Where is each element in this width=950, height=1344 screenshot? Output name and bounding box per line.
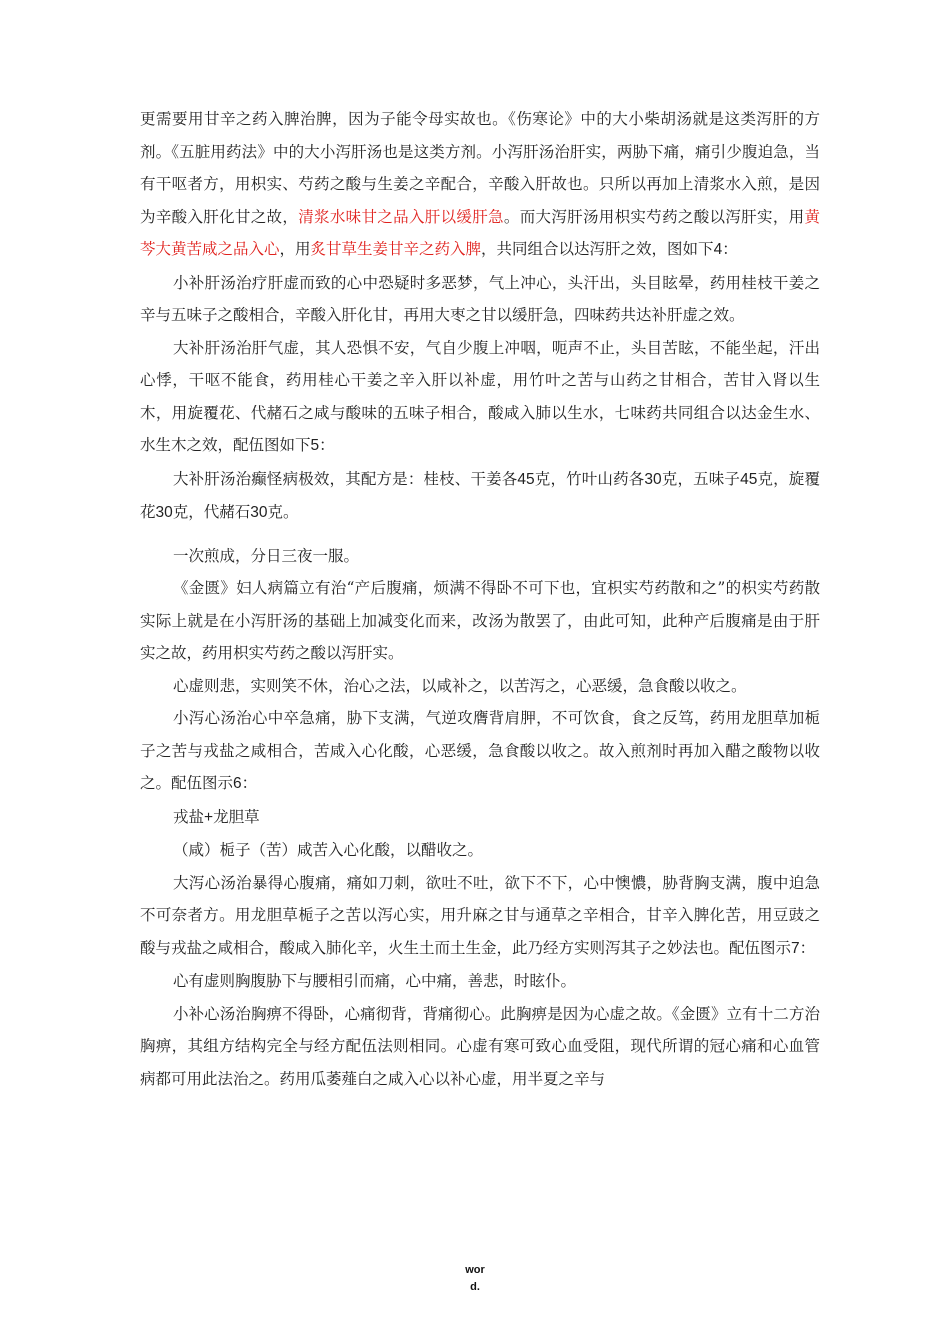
paragraph bbox=[140, 463, 820, 530]
text-run: 。而大泻肝汤用枳实芍药之酸以泻肝实，用 bbox=[503, 207, 805, 226]
text-run: 克，五味子 bbox=[661, 469, 741, 488]
text-run: ： bbox=[722, 240, 738, 258]
text-run: 大补肝汤治肝气虚，其人恐惧不安，气自少腹上冲咽，呃声不止，头目苦眩，不能坐起，汗出心悸，干呕不能食，药用桂心干姜之辛入肝以补虚，用竹叶之苦与山药之甘相合，苦甘入肾以生木，用旋覆花、代赭石之咸与酸味的五味子相合，酸咸入肺以生水，七味药共同组合以达金生水、水生木之效，配伍图如下 bbox=[140, 338, 820, 454]
number-text: 7 bbox=[791, 939, 800, 957]
text-run: ： bbox=[319, 436, 335, 454]
text-run: ，用 bbox=[279, 240, 311, 258]
text-run: （咸）栀子（苦）咸苦入心化酸，以醋收之。 bbox=[173, 841, 484, 859]
paragraph bbox=[140, 267, 820, 332]
paragraph bbox=[140, 103, 820, 267]
number-text: 4 bbox=[713, 241, 723, 258]
text-run: ： bbox=[241, 774, 258, 792]
highlighted-text: 清浆水味甘之品入肝以缓肝急 bbox=[298, 207, 504, 226]
paragraph bbox=[140, 670, 820, 703]
paragraph bbox=[140, 867, 820, 966]
number-text: 6 bbox=[233, 775, 242, 792]
page-footer bbox=[450, 1262, 500, 1296]
number-text: 30 bbox=[644, 470, 662, 488]
text-run: 心有虚则胸腹胁下与腰相引而痛，心中痛，善悲，时眩仆。 bbox=[173, 972, 577, 990]
text-run: 大补肝汤治癫怪病极效，其配方是：桂枝、干姜各 bbox=[173, 469, 518, 488]
paragraph bbox=[140, 834, 820, 867]
text-run: 更需要用甘辛之药入脾治脾，因为子能令母实故也。《伤寒论》中的大小柴胡汤就是这类泻肝的方剂。《五脏用药法》中的大小泻肝汤也是这类方剂。小泻肝汤治肝实，两胁下痛，痛引少腹迫急，当有干呕者方，用枳实、芍药之酸与生姜之辛配合，辛酸入肝故也。只所以再加上清浆水入煎，是因为辛酸入肝化甘之故， bbox=[140, 110, 820, 226]
text-run: 克，旋覆花 bbox=[140, 469, 820, 521]
paragraph bbox=[140, 965, 820, 998]
paragraph-spacer bbox=[140, 530, 820, 540]
text-run: 大泻心汤治暴得心腹痛，痛如刀刺，欲吐不吐，欲下不下，心中懊憹，胁背胸支满，腹中迫急不可奈者方。用龙胆草栀子之苦以泻心实，用升麻之甘与通草之辛相合，甘辛入脾化苦，用豆豉之酸与戎盐之咸相合，酸咸入肺化辛，火生土而土生金，此乃经方实则泻其子之妙法也。配伍图示 bbox=[140, 873, 820, 957]
number-text: + bbox=[204, 808, 214, 826]
text-run: ： bbox=[799, 938, 816, 957]
text-run: 克，代赭石 bbox=[172, 503, 251, 521]
paragraph bbox=[140, 332, 820, 463]
text-run: ，共同组合以达泻肝之效，图如下 bbox=[481, 240, 714, 258]
paragraph bbox=[140, 998, 820, 1096]
text-run: 克。 bbox=[267, 503, 299, 521]
highlighted-text: 炙甘草生姜甘辛之药入脾 bbox=[310, 240, 482, 258]
number-text: 30 bbox=[250, 504, 268, 521]
footer-line-1: wor bbox=[465, 1264, 485, 1276]
paragraph bbox=[140, 540, 820, 573]
text-run: 一次煎成，分日三夜一服。 bbox=[173, 546, 360, 565]
number-text: 30 bbox=[155, 504, 173, 521]
number-text: 5 bbox=[310, 437, 320, 454]
text-run: 小补心汤治胸痹不得卧，心痛彻背，背痛彻心。此胸痹是因为心虚之故。《金匮》立有十二方治胸痹，其组方结构完全与经方配伍法则相同。心虚有寒可致心血受阻，现代所谓的冠心痛和心血管病都可用此法治之。药用瓜萎薤白之咸入心以补心虚，用半夏之辛与 bbox=[140, 1004, 820, 1088]
text-run: 《金匮》妇人病篇立有治“产后腹痛，烦满不得卧不可下也，宜枳实芍药散和之”的枳实芍药散实际上就是在小泻肝汤的基础上加减变化而来，改汤为散罢了，由此可知，此种产后腹痛是由于肝实之故，药用枳实芍药之酸以泻肝实。 bbox=[140, 579, 820, 662]
text-run: 克，竹叶山药各 bbox=[534, 469, 645, 488]
text-run: 戎盐 bbox=[173, 807, 205, 826]
number-text: 45 bbox=[740, 470, 758, 488]
highlighted-text: 黄芩大黄苦咸之品入心 bbox=[140, 207, 820, 258]
paragraph bbox=[140, 702, 820, 801]
number-text: 45 bbox=[517, 470, 535, 488]
paragraph bbox=[140, 801, 820, 835]
text-run: 小补肝汤治疗肝虚而致的心中恐疑时多恶梦，气上冲心，头汗出，头目眩晕，药用桂枝干姜之辛与五味子之酸相合，辛酸入肝化甘，再用大枣之甘以缓肝急，四味药共达补肝虚之效。 bbox=[140, 273, 820, 324]
document-body bbox=[140, 103, 820, 1095]
footer-line-2: d. bbox=[470, 1281, 480, 1293]
paragraph bbox=[140, 572, 820, 670]
text-run: 龙胆草 bbox=[213, 807, 260, 826]
text-run: 心虚则悲，实则笑不休，治心之法，以咸补之，以苦泻之，心恶缓，急食酸以收之。 bbox=[173, 676, 747, 695]
text-run: 小泻心汤治心中卒急痛，胁下支满，气逆攻膺背肩胛，不可饮食，食之反笃，药用龙胆草加栀子之苦与戎盐之咸相合，苦咸入心化酸，心恶缓，急食酸以收之。故入煎剂时再加入醋之酸物以收之。配伍图示 bbox=[140, 709, 820, 792]
